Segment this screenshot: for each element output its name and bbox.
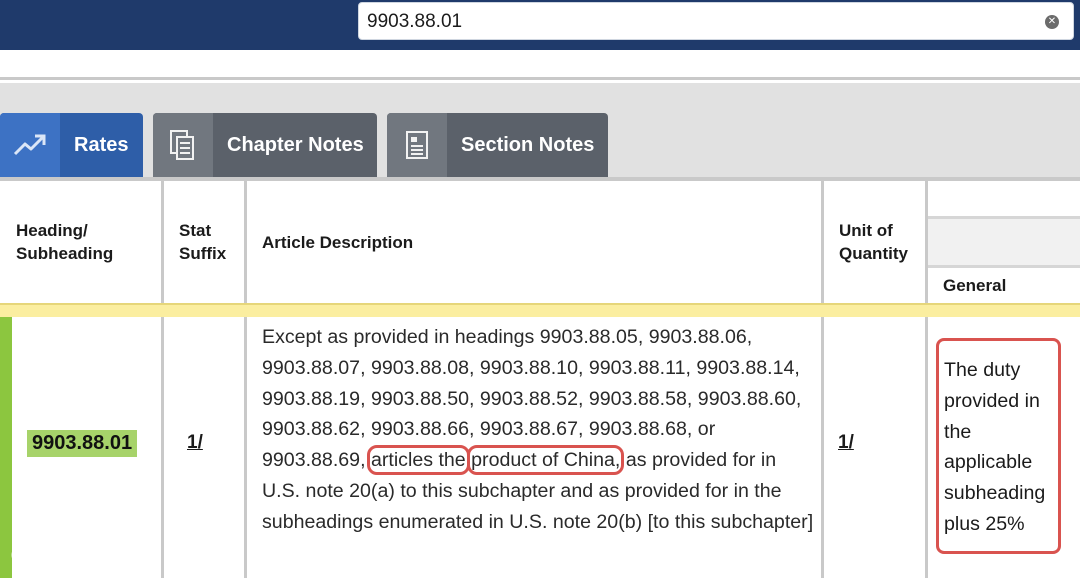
stat-suffix-footnote-link[interactable]: 1/ bbox=[187, 432, 203, 453]
column-divider bbox=[821, 181, 824, 578]
article-description-cell bbox=[262, 322, 818, 538]
header-heading-subheading: Heading/ Subheading bbox=[16, 221, 114, 263]
highlighted-phrase: product of China, bbox=[471, 449, 621, 472]
watermark-text: 大数跨境 bbox=[56, 545, 133, 567]
watermark-logo-icon bbox=[10, 542, 50, 568]
trend-chart-icon bbox=[0, 113, 60, 177]
section-separator bbox=[0, 303, 1080, 317]
column-divider bbox=[161, 181, 164, 578]
documents-icon bbox=[153, 113, 213, 177]
search-input[interactable] bbox=[367, 7, 1027, 37]
tab-chapter-notes[interactable] bbox=[153, 113, 377, 177]
description-text: as provided for in U.S. note 20(a) to this subchapter and as provided for in the subheadings enumerated in U.S. note 20(b) [to this subchapter] bbox=[262, 449, 814, 533]
column-divider bbox=[244, 181, 247, 578]
tab-rates-label: Rates bbox=[74, 133, 129, 156]
search-box[interactable] bbox=[358, 2, 1074, 40]
heading-number[interactable]: 9903.88.01 bbox=[27, 430, 137, 457]
general-rate-cell: The duty provided in the applicable subheading plus 25% bbox=[936, 338, 1061, 554]
tab-chapter-notes-label: Chapter Notes bbox=[227, 133, 364, 156]
tab-section-notes[interactable] bbox=[387, 113, 608, 177]
document-icon bbox=[387, 113, 447, 177]
clear-circle-icon[interactable]: ✕ bbox=[1045, 15, 1059, 29]
tab-section-notes-label: Section Notes bbox=[461, 133, 595, 156]
rates-header-divider bbox=[928, 265, 1080, 268]
rates-subheader-band bbox=[928, 219, 1080, 265]
header-stat-suffix: Stat Suffix bbox=[179, 221, 227, 263]
row-marker bbox=[0, 317, 12, 578]
header-strip bbox=[0, 50, 1080, 80]
unit-footnote-link[interactable]: 1/ bbox=[838, 432, 854, 453]
header-general: General bbox=[943, 276, 1007, 295]
watermark bbox=[10, 541, 132, 568]
highlighted-phrase: articles the bbox=[370, 449, 466, 472]
tab-rates[interactable] bbox=[0, 113, 143, 177]
description-text: Except as provided in headings 9903.88.05, 9903.88.06, 9903.88.07, 9903.88.08, 9903.88.10, 9903.88.11, 9903.88.14, 9903.88.19, 9903.88.50, 9903.88.52, 9903.88.58, 9903.88.60, 9903.88.62, 9903.88.66, 9903.88.67, 9903.88.68, or 9903.88.69, bbox=[262, 326, 802, 472]
header-unit-of-quantity: Unit of Quantity bbox=[839, 221, 908, 263]
header-article-description: Article Description bbox=[262, 233, 414, 252]
